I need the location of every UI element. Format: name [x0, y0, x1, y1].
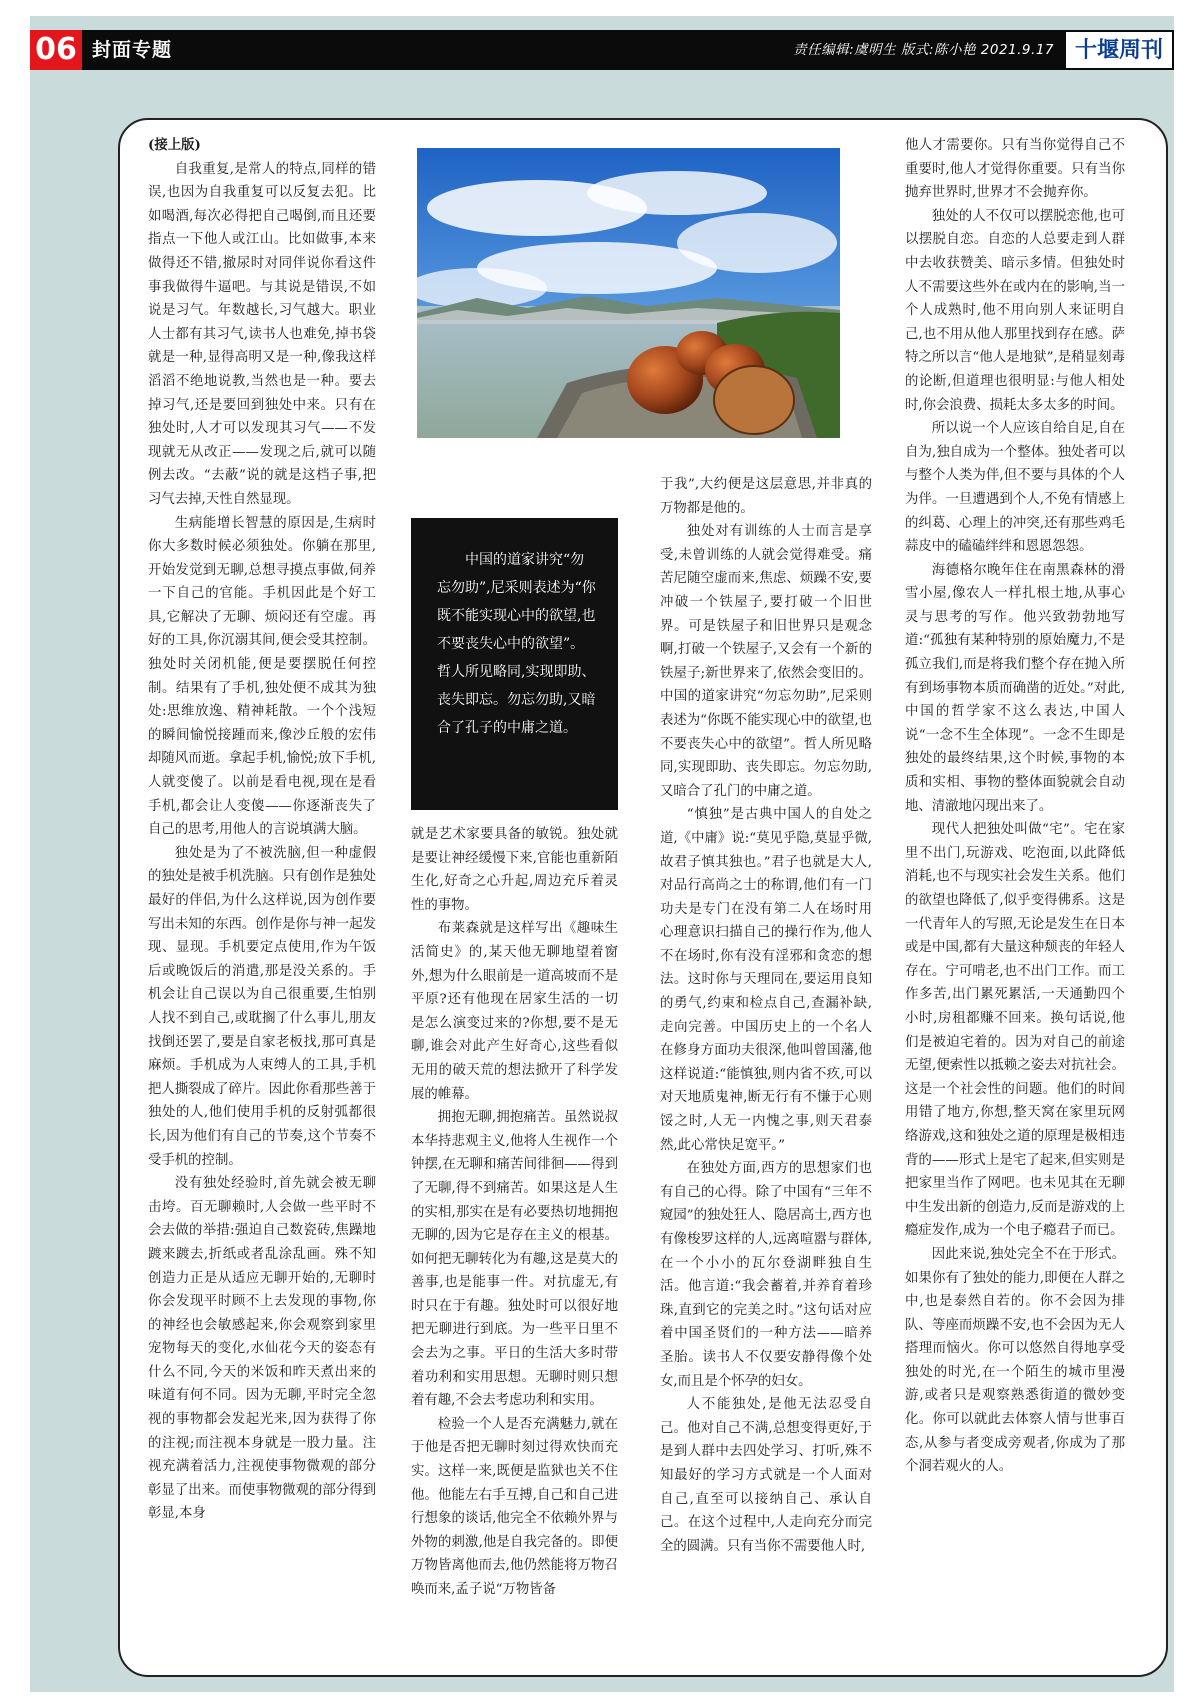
paragraph: 拥抱无聊,拥抱痛苦。虽然说叔本华持悲观主义,他将人生视作一个钟摆,在无聊和痛苦间徘徊——得到了无聊,得不到痛苦。如果这是人生的实相,那实在是有必要热切地拥抱无聊的,因为它是存在主义的根基。如何把无聊转化为有趣,这是莫大的善事,也是能事一件。对抗虚无,有时只在于有趣。独处时可以很好地把无聊进行到底。为一些平日里不会去为之事。平日的生活大多时带着功利和实用思想。无聊时则只想着有趣,不会去考虑功利和实用。 — [411, 1110, 618, 1409]
paragraph: 所以说一个人应该自给自足,自在自为,独自成为一个整体。独处者可以与整个人类为伴,但不要与具体的个人为伴。一旦遭遇到个人,不免有情感上的纠葛、心理上的冲突,还有那些鸡毛蒜皮中的磕磕绊绊和恩恩怨怨。 — [905, 421, 1125, 555]
paragraph: 人不能独处,是他无法忍受自己。他对自己不满,总想变得更好,于是到人群中去四处学习、打听,殊不知最好的学习方式就是一个人面对自己,直至可以接纳自己、承认自己。在这个过程中,人走向充分而完全的圆满。只有当你不需要他人时, — [660, 1397, 872, 1554]
paragraph: 独处是为了不被洗脑,但一种虚假的独处是被手机洗脑。只有创作是独处最好的伴侣,为什么这样说,因为创作要写出未知的东西。创作是你与神一起发现、显现。手机要定点使用,作为午饭后或晚饭后的消遣,那是没关系的。手机会让自己误以为自己很重要,生怕别人找不到自己,或耽搁了什么事儿,朋友找倒还罢了,要是自家老板找,那可真是麻烦。手机成为人束缚人的工具,手机把人撕裂成了碎片。因此你看那些善于独处的人,他们使用手机的反射弧都很长,因为他们有自己的节奏,这个节奏不受手机的控制。 — [148, 845, 376, 1168]
article-column-3 — [660, 473, 872, 1663]
paragraph: 布莱森就是这样写出《趣味生活简史》的,某天他无聊地望着窗外,想为什么眼前是一道高坡而不是平原?还有他现在居家生活的一切是怎么演变过来的?你想,要不是无聊,谁会对此产生好奇心,这些看似无用的破天荒的想法掀开了科学发展的帷幕。 — [411, 921, 618, 1102]
paragraph: 独处的人不仅可以摆脱恋他,也可以摆脱自恋。自恋的人总要走到人群中去收获赞美、暗示多情。但独处时人不需要这些外在或内在的影响,当一个人成熟时,他不用向别人来证明自己,也不用从他人那里找到存在感。萨特之所以言“他人是地狱”,是稍显刻毒的论断,但道理也很明显:与他人相处时,你会浪费、损耗太多太多的时间。 — [905, 208, 1125, 413]
article-column-1 — [148, 134, 376, 1664]
article-column-4 — [905, 134, 1125, 1664]
pull-quote-text: 中国的道家讲究“勿忘勿助”,尼采则表述为“你既不能实现心中的欲望,也不要丧失心中的欲望”。哲人所见略同,实现即助、丧失即忘。勿忘勿助,又暗合了孔子的中庸之道。 — [437, 552, 596, 736]
article-column-2 — [411, 823, 618, 1663]
paragraph: 独处对有训练的人士而言是享受,未曾训练的人就会觉得难受。痛苦尼随空虚而来,焦虑、烦躁不安,要冲破一个铁屋子,要打破一个旧世界。可是铁屋子和旧世界只是观念啊,打破一个铁屋子,又会有一个新的铁屋子;新世界来了,依然会变旧的。中国的道家讲究“勿忘勿助”,尼采则表述为“你既不能实现心中的欲望,也不要丧失心中的欲望”。哲人所见略同,实现即助、丧失即忘。勿忘勿助,又暗合了孔门的中庸之道。 — [660, 524, 872, 799]
brand-logo: 十堰周刊 — [1064, 30, 1174, 70]
continued-label: (接上版) — [148, 137, 201, 153]
cover-photo — [417, 148, 840, 438]
paragraph: 现代人把独处叫做“宅”。宅在家里不出门,玩游戏、吃泡面,以此降低消耗,也不与现实社会发生关系。他们的欲望也降低了,似乎变得佛系。这是一代青年人的写照,无论是发生在日本或是中国,都有大量这种颓丧的年轻人存在。宁可啃老,也不出门工作。而工作多苦,出门累死累活,一天通勤四个小时,房租都赚不回来。换句话说,他们是被迫宅着的。因为对自己的前途无望,便索性以抵赖之姿去对抗社会。这是一个社会性的问题。他们的时间用错了地方,你想,整天窝在家里玩网络游戏,这和独处之道的原理是极相违背的——形式上是宅了起来,但实则是把家里当作了网吧。也未见其在无聊中生发出新的创造力,反而是游戏的上瘾症发作,成为一个电子瘾君子而已。 — [905, 822, 1125, 1239]
paragraph: 他人才需要你。只有当你觉得自己不重要时,他人才觉得你重要。只有当你抛弃世界时,世界才不会抛弃你。 — [905, 138, 1125, 201]
paragraph: 没有独处经验时,首先就会被无聊击垮。百无聊赖时,人会做一些平时不会去做的举措:强迫自己数瓷砖,焦躁地踱来踱去,折纸或者乱涂乱画。殊不知创造力正是从适应无聊开始的,无聊时你会发现平时顾不上去发现的事物,你的神经也会敏感起来,你会观察到家里宠物每天的变化,水仙花今天的姿态有什么不同,今天的米饭和昨天煮出来的味道有何不同。因为无聊,平时完全忽视的事物都会发起光来,因为获得了你的注视;而注视本身就是一股力量。注视充满着活力,注视使事物微观的部分彰显了出来。而使事物微观的部分得到彰显,本身 — [148, 1176, 376, 1522]
paragraph: 海德格尔晚年住在南黑森林的滑雪小屋,像农人一样扎根土地,从事心灵与思考的写作。他兴致勃勃地写道:“孤独有某种特别的原始魔力,不是孤立我们,而是将我们整个存在抛入所有到场事物本质而确凿的近处。”对此,中国的哲学家不这么表达,中国人说“一念不生全体现”。一念不生即是独处的最终结果,这个时候,事物的本质和实相、事物的整体面貌就会自动地、清澈地闪现出来了。 — [905, 562, 1125, 814]
page-number: 06 — [30, 30, 82, 70]
section-title: 封面专题 — [92, 39, 173, 61]
paragraph: 在独处方面,西方的思想家们也有自己的心得。除了中国有“三年不窥园”的独处狂人、隐居高士,西方也有像梭罗这样的人,远离喧嚣与群体,在一个小小的瓦尔登湖畔独自生活。他言道:“我会蓄着,并养育着珍珠,直到它的完美之时。”这句话对应着中国圣贤们的一种方法——暗养圣胎。读书人不仅要安静得像个处女,而且是个怀孕的妇女。 — [660, 1161, 872, 1389]
pull-quote — [411, 518, 618, 810]
paragraph: 就是艺术家要具备的敏锐。独处就是要让神经缓慢下来,官能也重新陌生化,好奇之心升起,周边充斥着灵性的事物。 — [411, 827, 618, 913]
page-header — [30, 30, 1174, 70]
paragraph: 生病能增长智慧的原因是,生病时你大多数时候必须独处。你躺在那里,开始发觉到无聊,总想寻摸点事做,伺养一下自己的官能。手机因此是个好工具,它解决了无聊、烦闷还有空虚。再好的工具,你沉溺其间,便会受其控制。独处时关闭机能,便是要摆脱任何控制。结果有了手机,独处便不成其为独处:思维放逸、精神耗散。一个个浅短的瞬间愉悦接踵而来,像沙丘般的宏伟却随风而逝。拿起手机,愉悦;放下手机,人就变傻了。以前是看电视,现在是看手机,都会让人变傻——你逐渐丧失了自己的思考,用他人的言说填满大脑。 — [148, 515, 376, 838]
paragraph: 因此来说,独处完全不在于形式。如果你有了独处的能力,即便在人群之中,也是泰然自若的。你不会因为排队、等座而烦躁不安,也不会因为无人搭理而恼火。你可以悠然自得地享受独处的时光,在一个陌生的城市里漫游,或者只是观察熟悉街道的微妙变化。你可以就此去体察人情与世事百态,从参与者变成旁观者,你成为了那个洞若观火的人。 — [905, 1246, 1125, 1475]
credits-line: 责任编辑:虞明生 版式:陈小艳 2021.9.17 — [793, 42, 1054, 58]
paragraph: 检验一个人是否充满魅力,就在于他是否把无聊时刻过得欢快而充实。这样一来,既便是监狱也关不住他。他能左右手互搏,自己和自己进行想象的谈话,他完全不依赖外界与外物的刺激,他是自我完备的。即便万物皆离他而去,他仍然能将万物召唤而来,孟子说“万物皆备 — [411, 1416, 618, 1597]
paragraph: “慎独”是古典中国人的自处之道,《中庸》说:“莫见乎隐,莫显乎微,故君子慎其独也。”君子也就是大人,对品行高尚之士的称谓,他们有一门功夫是专门在没有第二人在场时用心理意识扫描自己的操行作为,他人不在场时,你有没有淫邪和贪恋的想法。这时你与天理同在,要运用良知的勇气,约束和检点自己,查漏补缺,走向完善。中国历史上的一个名人在修身方面功夫很深,他叫曾国藩,他这样说道:“能慎独,则内省不疚,可以对天地质鬼神,断无行有不慊于心则馁之时,人无一内愧之事,则天君泰然,此心常快足宽平。” — [660, 807, 872, 1153]
paragraph: 自我重复,是常人的特点,同样的错误,也因为自我重复可以反复去犯。比如喝酒,每次必得把自己喝倒,而且还要指点一下他人或江山。比如做事,本来做得还不错,撤尿时对同伴说你看这件事我做得牛逼吧。与其说是错误,不如说是习气。年数越长,习气越大。职业人士都有其习气,读书人也难免,掉书袋就是一种,显得高明又是一种,像我这样滔滔不绝地说教,当然也是一种。要去掉习气,还是要回到独处中来。只有在独处时,人才可以发现其习气——不发现就无从改正——发现之后,就可以随例去改。“去蔽”说的就是这档子事,把习气去掉,天性自然显现。 — [148, 161, 376, 507]
paragraph: 于我”,大约便是这层意思,并非真的万物都是他的。 — [660, 477, 872, 516]
